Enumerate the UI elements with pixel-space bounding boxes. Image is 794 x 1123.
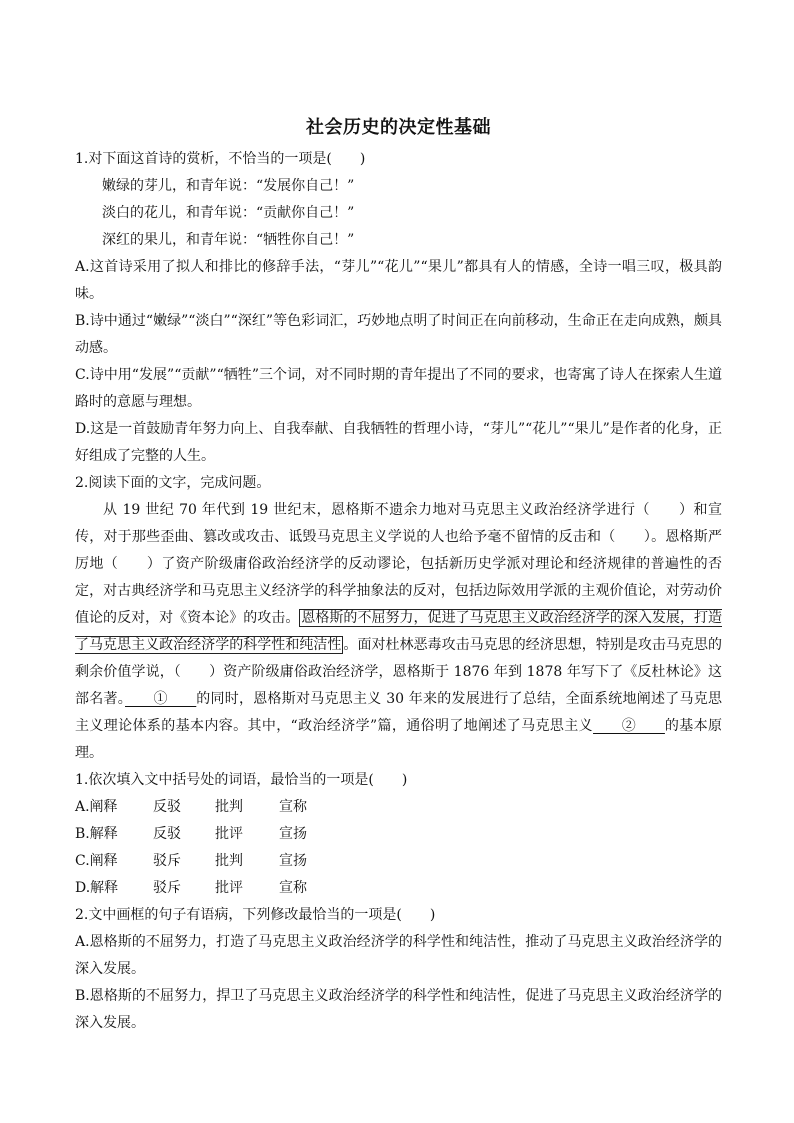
option-cell: 宣称 [279,799,307,815]
option-cell: A.阐释 [75,799,118,815]
option-cell: 批评 [215,880,243,896]
boxed-sentence: 恩格斯的不屈努力，促进了马克思主义政治经济学的深入发展，打造了马克思主义政治经济学的科学性和纯洁性 [75,610,723,653]
question-1-option-a: A.这首诗采用了拟人和排比的修辞手法，“芽儿”“花儿”“果儿”都具有人的情感，全诗一唱三叹，极具韵味。 [75,259,722,302]
passage-part-b: 。面对杜林恶毒攻击马克思的经济思想，特别是攻击马克思的剩余价值学说，（ ）资产阶级庸俗政治经济学，恩格斯于 1876 年到 1878 年写下了《反杜林论》这部名著。 [75,637,722,707]
option-cell: B.解释 [75,826,118,842]
page-title: 社会历史的决定性基础 [306,117,491,138]
passage-part-c: 的同时，恩格斯对马克思主义 30 年来的发展进行了总结，全面系统地阐述了马克思主义理论体系的基本内容。其中，“政治经济学”篇，通俗明了地阐述了马克思主义 [75,691,723,734]
reading-passage [75,497,722,767]
option-cell: 批判 [215,799,243,815]
question-1-stem: 1.对下面这首诗的赏析，不恰当的一项是( ) [75,151,366,167]
option-cell: 驳斥 [153,853,181,869]
sub-question-2-option-a: A.恩格斯的不屈努力，打造了马克思主义政治经济学的科学性和纯洁性，推动了马克思主义政治经济学的深入发展。 [75,934,722,977]
option-cell: 反驳 [153,799,181,815]
option-cell: 宣扬 [279,853,307,869]
sub-question-1-option-c [75,848,722,875]
question-2-stem: 2.阅读下面的文字，完成问题。 [75,475,271,491]
sub-question-1-stem: 1.依次填入文中括号处的词语，最恰当的一项是( ) [75,772,408,788]
option-cell: C.阐释 [75,853,118,869]
passage-part-d: 的基本原理。 [75,718,723,761]
option-cell: D.解释 [75,880,119,896]
option-cell: 宣称 [279,880,307,896]
question-1-option-b: B.诗中通过“嫩绿”“淡白”“深红”等色彩词汇，巧妙地点明了时间正在向前移动，生命正在走向成熟，颇具动感。 [75,313,722,356]
blank-1: ① [125,691,197,707]
option-cell: 批判 [215,853,243,869]
option-cell: 宣扬 [279,826,307,842]
blank-2: ② [593,718,665,734]
sub-question-1-option-d [75,875,722,902]
poem-line-3: 深红的果儿，和青年说：“牺牲你自己！” [102,232,355,248]
poem-line-2: 淡白的花儿，和青年说：“贡献你自己！” [102,205,355,221]
passage-part-a: 从 19 世纪 70 年代到 19 世纪末，恩格斯不遗余力地对马克思主义政治经济学进行（ ）和宣传，对于那些歪曲、篡改或攻击、诋毁马克思主义学说的人也给予毫不留情的反击和（ ）。恩格斯严厉地（ ）了资产阶级庸俗政治经济学的反动谬论，包括新历史学派对理论和经济规律的普遍性的否定，对古典经济学和马克思主义经济学的科学抽象法的反对，包括边际效用学派的主观价值论，对劳动价值论的反对，对《资本论》的攻击。 [75,502,722,626]
sub-question-1-option-b [75,821,722,848]
sub-question-1-option-a [75,794,722,821]
option-cell: 批评 [215,826,243,842]
option-cell: 反驳 [153,826,181,842]
sub-question-2-stem: 2.文中画框的句子有语病，下列修改最恰当的一项是( ) [75,907,436,923]
option-cell: 驳斥 [153,880,181,896]
sub-question-2-option-b: B.恩格斯的不屈努力，捍卫了马克思主义政治经济学的科学性和纯洁性，促进了马克思主义政治经济学的深入发展。 [75,988,722,1031]
question-1-option-d: D.这是一首鼓励青年努力向上、自我奉献、自我牺牲的哲理小诗，“芽儿”“花儿”“果儿”是作者的化身，正好组成了完整的人生。 [75,421,722,464]
poem-line-1: 嫩绿的芽儿，和青年说：“发展你自己！” [102,178,355,194]
question-1-option-c: C.诗中用“发展”“贡献”“牺牲”三个词，对不同时期的青年提出了不同的要求，也寄寓了诗人在探索人生道路时的意愿与理想。 [75,367,722,410]
